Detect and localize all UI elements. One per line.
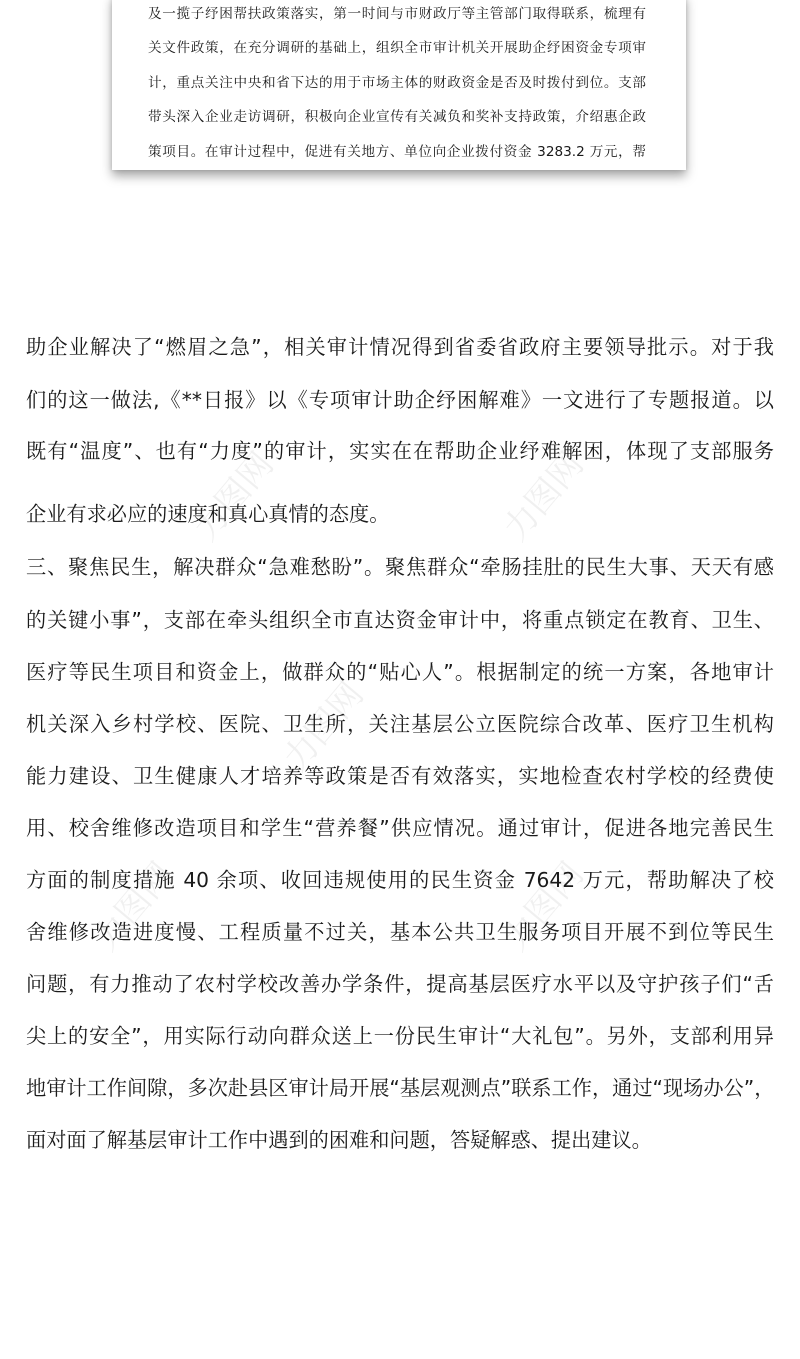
watermark: 力图网 <box>85 854 182 959</box>
card-line: 策项目。在审计过程中，促进有关地方、单位向企业拨付资金 3283.2 万元，帮 <box>148 144 646 160</box>
body-line: 的关键小事”，支部在牵头组织全市直达资金审计中，将重点锁定在教育、卫生、 <box>26 608 774 632</box>
body-line: 问题，有力推动了农村学校改善办学条件，提高基层医疗水平以及守护孩子们“舌 <box>26 972 774 996</box>
card-line: 带头深入企业走访调研，积极向企业宣传有关减负和奖补支持政策，介绍惠企政 <box>148 109 646 125</box>
card-line: 计，重点关注中央和省下达的用于市场主体的财政资金是否及时拨付到位。支部 <box>148 75 646 91</box>
body-line: 地审计工作间隙，多次赴县区审计局开展“基层观测点”联系工作，通过“现场办公”， <box>26 1076 775 1100</box>
body-line: 面对面了解基层审计工作中遇到的困难和问题，答疑解惑、提出建议。 <box>26 1128 652 1152</box>
watermark: 力图网 <box>185 444 282 549</box>
body-line: 舍维修改造进度慢、工程质量不过关，基本公共卫生服务项目开展不到位等民生 <box>26 920 774 944</box>
body-line: 们的这一做法,《**日报》以《专项审计助企纾困解难》一文进行了专题报道。以 <box>26 388 774 412</box>
body-line: 既有“温度”、也有“力度”的审计，实实在在帮助企业纾难解困，体现了支部服务 <box>26 439 774 463</box>
watermark: 力图网 <box>495 854 592 959</box>
body-line: 尖上的安全”，用实际行动向群众送上一份民生审计“大礼包”。另外，支部利用异 <box>26 1024 774 1048</box>
document-page-excerpt <box>112 0 686 170</box>
body-line: 用、校舍维修改造项目和学生“营养餐”供应情况。通过审计，促进各地完善民生 <box>26 816 774 840</box>
watermark: 力图网 <box>495 444 592 549</box>
body-line: 能力建设、卫生健康人才培养等政策是否有效落实，实地检查农村学校的经费使 <box>26 764 774 788</box>
card-line: 及一揽子纾困帮扶政策落实，第一时间与市财政厅等主管部门取得联系，梳理有 <box>148 6 646 22</box>
body-line: 医疗等民生项目和资金上，做群众的“贴心人”。根据制定的统一方案，各地审计 <box>26 660 774 684</box>
body-line: 三、聚焦民生，解决群众“急难愁盼”。聚焦群众“牵肠挂肚的民生大事、天天有感 <box>26 555 774 579</box>
card-line: 关文件政策，在充分调研的基础上，组织全市审计机关开展助企纾困资金专项审 <box>148 40 646 56</box>
body-line: 方面的制度措施 40 余项、收回违规使用的民生资金 7642 万元，帮助解决了校 <box>26 868 774 892</box>
body-line: 助企业解决了“燃眉之急”，相关审计情况得到省委省政府主要领导批示。对于我 <box>26 335 774 359</box>
body-line: 机关深入乡村学校、医院、卫生所，关注基层公立医院综合改革、医疗卫生机构 <box>26 712 774 736</box>
body-line: 企业有求必应的速度和真心真情的态度。 <box>26 502 390 526</box>
watermark: 力图网 <box>275 674 372 779</box>
